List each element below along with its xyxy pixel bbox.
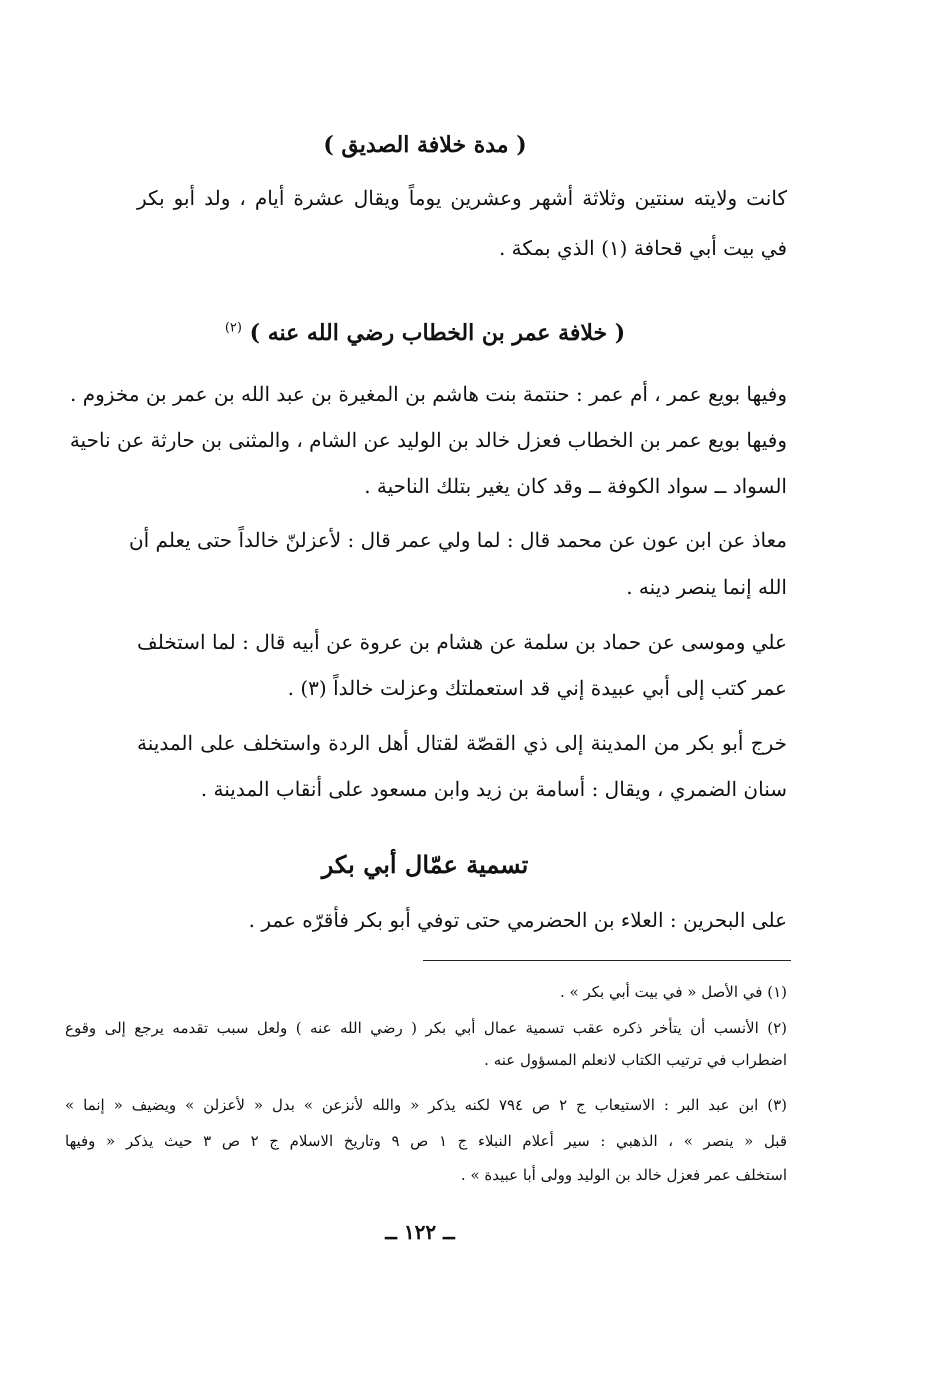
paragraph-4-line-2: عمر كتب إلى أبي عبيدة إني قد استعملتك وعزلت خالداً (٣) . xyxy=(287,676,787,700)
footnote-1: (١) في الأصل « في بيت أبي بكر » . xyxy=(560,983,787,1001)
heading-umar-footnote-ref: (٢) xyxy=(224,320,242,336)
footnote-2-line-2: اضطراب في ترتيب الكتاب لانعلم المسؤول عنه . xyxy=(484,1051,787,1069)
paragraph-2-line-1: وفيها بويع عمر ، أم عمر : حنتمة بنت هاشم بن المغيرة بن عبد الله بن عمر بن مخزوم . xyxy=(70,382,787,406)
heading-umar-caliphate-text: ( خلافة عمر بن الخطاب رضي الله عنه ) xyxy=(249,320,626,346)
footnote-3-line-3: استخلف عمر فعزل خالد بن الوليد وولى أبا عبيدة » . xyxy=(460,1166,787,1184)
footnote-separator xyxy=(423,960,791,961)
heading-abu-bakr-governors-text: تسمية عمّال أبي بكر xyxy=(321,850,529,879)
paragraph-1-line-1: كانت ولايته سنتين وثلاثة أشهر وعشرين يوماً ويقال عشرة أيام ، ولد أبو بكر xyxy=(137,186,787,210)
footnote-2-line-1: (٢) الأنسب أن يتأخر ذكره عقب تسمية عمال أبي بكر ( رضي الله عنه ) ولعل سبب تقدمه يرجع إلى وقوع xyxy=(65,1019,787,1037)
paragraph-4-line-1: علي وموسى عن حماد بن سلمة عن هشام بن عروة عن أبيه قال : لما استخلف xyxy=(137,630,787,654)
paragraph-5-line-1: خرج أبو بكر من المدينة إلى ذي القصّة لقتال أهل الردة واستخلف على المدينة xyxy=(137,731,787,755)
heading-umar-caliphate xyxy=(60,320,790,346)
paragraph-1-line-2: في بيت أبي قحافة (١) الذي بمكة . xyxy=(498,236,787,260)
paragraph-2-line-2: وفيها بويع عمر بن الخطاب فعزل خالد بن الوليد عن الشام ، والمثنى بن حارثة عن ناحية xyxy=(69,428,787,452)
paragraph-5-line-2: سنان الضمري ، ويقال : أسامة بن زيد وابن مسعود على أنقاب المدينة . xyxy=(200,777,787,801)
paragraph-3-line-1: معاذ عن ابن عون عن محمد قال : لما ولي عمر قال : لأعزلنّ خالداً حتى يعلم أن xyxy=(128,528,787,552)
paragraph-3-line-2: الله إنما ينصر دينه . xyxy=(626,575,787,599)
paragraph-2-line-3: السواد ــ سواد الكوفة ــ وقد كان يغير بتلك الناحية . xyxy=(364,474,787,498)
page-number: ــ ١٢٢ ــ xyxy=(385,1220,455,1244)
heading-siddiq-caliphate xyxy=(60,132,790,158)
paragraph-6-line-1: على البحرين : العلاء بن الحضرمي حتى توفي أبو بكر فأقرّه عمر . xyxy=(248,908,787,932)
heading-abu-bakr-governors xyxy=(60,850,790,879)
footnote-3-line-2: قبل « ينصر » ، الذهبي : سير أعلام النبلاء ج ١ ص ٩ وتاريخ الاسلام ج ٢ ص ٣ حيث يذكر « وفيها xyxy=(65,1132,788,1150)
heading-siddiq-caliphate-text: ( مدة خلافة الصديق ) xyxy=(323,132,527,158)
footnote-3-line-1: (٣) ابن عبد البر : الاستيعاب ج ٢ ص ٧٩٤ لكنه يذكر « والله لأنزعن » بدل « لأعزلن » ويضيف « إنما » xyxy=(65,1096,787,1114)
